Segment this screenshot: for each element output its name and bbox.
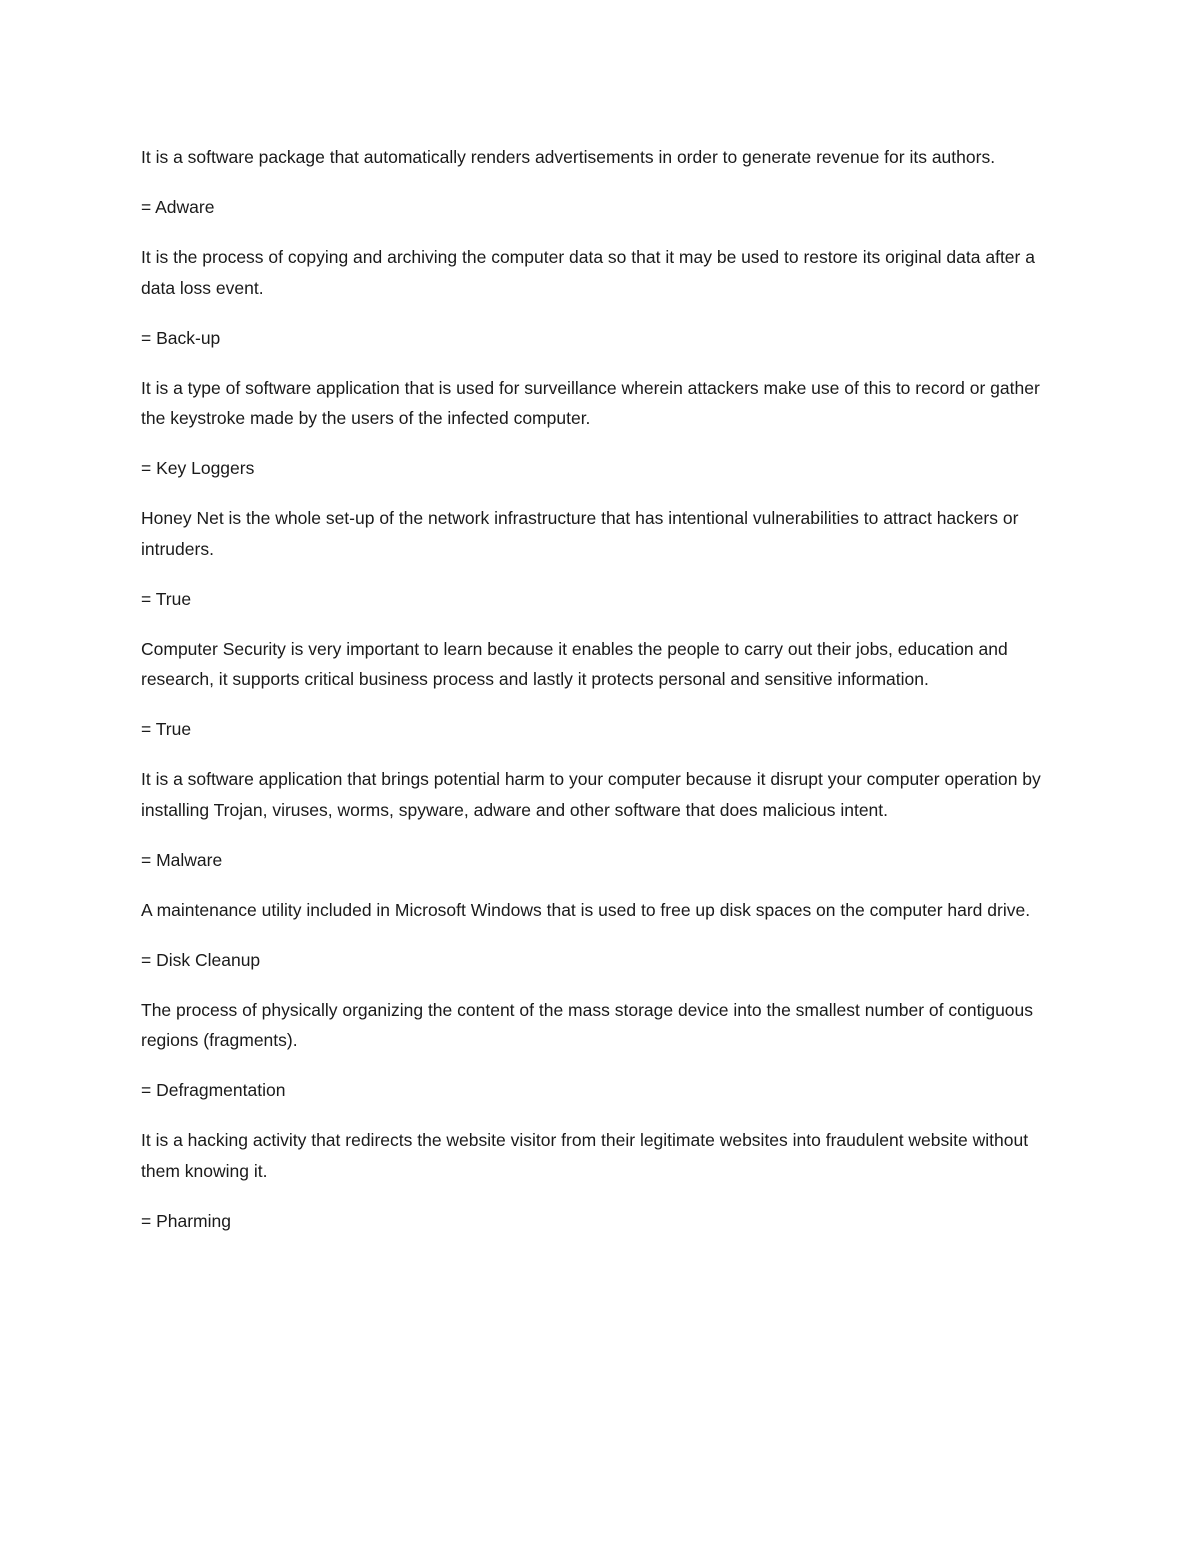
question-text: Honey Net is the whole set-up of the network infrastructure that has intentional vulnerabilities to attract hackers or intruders. bbox=[141, 508, 1019, 559]
question-text: It is the process of copying and archiving the computer data so that it may be used to restore its original data after a data loss event. bbox=[141, 247, 1035, 298]
question-text: It is a type of software application that is used for surveillance wherein attackers make use of this to record or gather the keystroke made by the users of the infected computer. bbox=[141, 377, 1040, 428]
answer-text: = Disk Cleanup bbox=[141, 949, 261, 970]
answer-text: = Pharming bbox=[141, 1210, 231, 1231]
question-text: The process of physically organizing the content of the mass storage device into the smallest number of contiguous regions (fragments). bbox=[141, 999, 1034, 1050]
question-text: It is a hacking activity that redirects the website visitor from their legitimate websites into fraudulent website without them knowing it. bbox=[141, 1130, 1029, 1181]
question-text: A maintenance utility included in Microsoft Windows that is used to free up disk spaces on the computer hard drive. bbox=[141, 899, 1031, 920]
question-text: It is a software application that brings potential harm to your computer because it disrupt your computer operation by installing Trojan, viruses, worms, spyware, adware and other software that does malicious intent. bbox=[141, 769, 1041, 820]
answer-text: = Key Loggers bbox=[141, 458, 255, 478]
answer-text: = True bbox=[141, 719, 192, 739]
answer-text: = True bbox=[141, 588, 192, 609]
question-text: Computer Security is very important to learn because it enables the people to carry out their jobs, education and research, it supports critical business process and lastly it protects personal and sensitive information. bbox=[141, 638, 1008, 689]
answer-text: = Adware bbox=[141, 197, 215, 217]
document-body bbox=[141, 142, 1061, 1256]
answer-text: = Malware bbox=[141, 849, 223, 870]
answer-text: = Back-up bbox=[141, 327, 221, 348]
answer-text: = Defragmentation bbox=[141, 1080, 286, 1100]
question-text: It is a software package that automatically renders advertisements in order to generate revenue for its authors. bbox=[141, 147, 996, 167]
